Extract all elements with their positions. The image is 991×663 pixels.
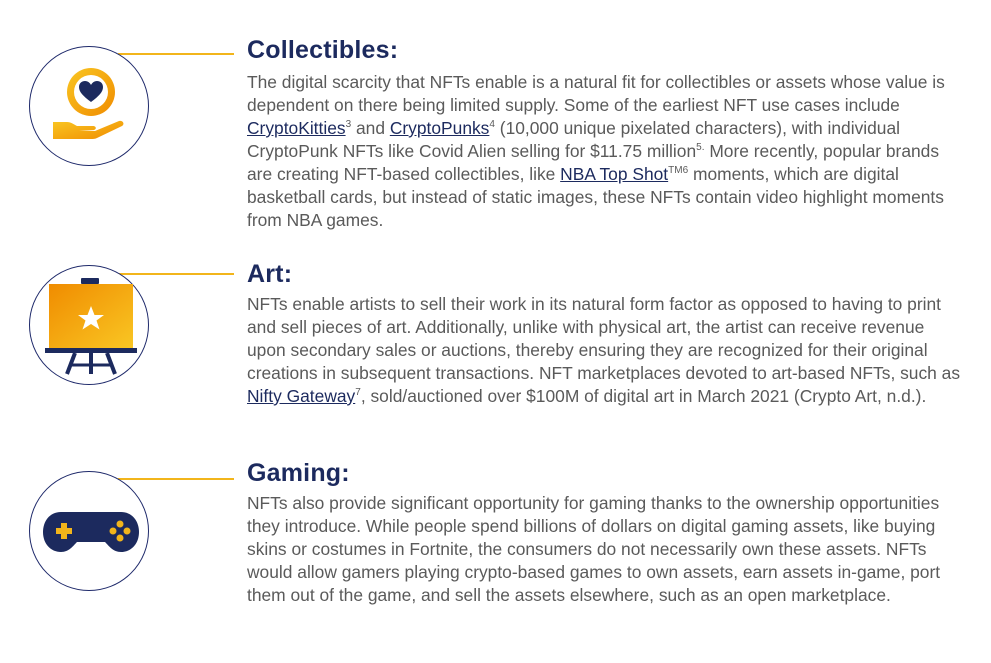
cryptokitties-link[interactable]: CryptoKitties: [247, 118, 346, 138]
connector-line: [118, 478, 234, 480]
nifty-gateway-link[interactable]: Nifty Gateway: [247, 386, 356, 406]
section-body: NFTs also provide significant opportunity for gaming thanks to the ownership opportunities they introduce. While people spend billions of dollars on digital gaming assets, like buying skins or costumes in Fortnite, the consumers do not necessarily own these assets. NFTs would allow gamers playing crypto-based games to own assets, earn assets in-game, port them out of the game, and sell the assets elsewhere, such as an open marketplace.: [247, 493, 941, 605]
section-title: Art:: [247, 260, 293, 288]
section-body: NFTs enable artists to sell their work in its natural form factor as opposed to having to print and sell pieces of art. Additionally, unlike with physical art, the artist can receive revenue upon secondary sales or auctions, thereby ensuring they are recognized for their original creations in subsequent transactions. NFT marketplaces devoted to art-based NFTs, such as Nifty Gateway$^7$, sold/auctioned over $100M of digital art in March 2021 (Crypto Art, n.d.).: [247, 294, 961, 406]
section-title: Gaming:: [247, 459, 350, 487]
game-controller-icon: [41, 508, 141, 556]
section-title: Collectibles:: [247, 36, 399, 64]
section-body: The digital scarcity that NFTs enable is a natural fit for collectibles or assets whose value is dependent on there being limited supply. Some of the earliest NFT use cases include CryptoKitties$^3$ and CryptoPunks$^4$ (10,000 unique pixelated characters), with individual CryptoPunk NFTs like Covid Alien selling for $11.75 million$^{5.}$ More recently, popular brands are creating NFT-based collectibles, like NBA Top Shot$^{TM6}$ moments, which are digital basketball cards, but instead of static images, these NFTs contain video highlight moments from NBA games.: [247, 72, 945, 230]
cryptopunks-link[interactable]: CryptoPunks: [389, 118, 490, 138]
nba-top-shot-link[interactable]: NBA Top Shot: [560, 164, 669, 184]
